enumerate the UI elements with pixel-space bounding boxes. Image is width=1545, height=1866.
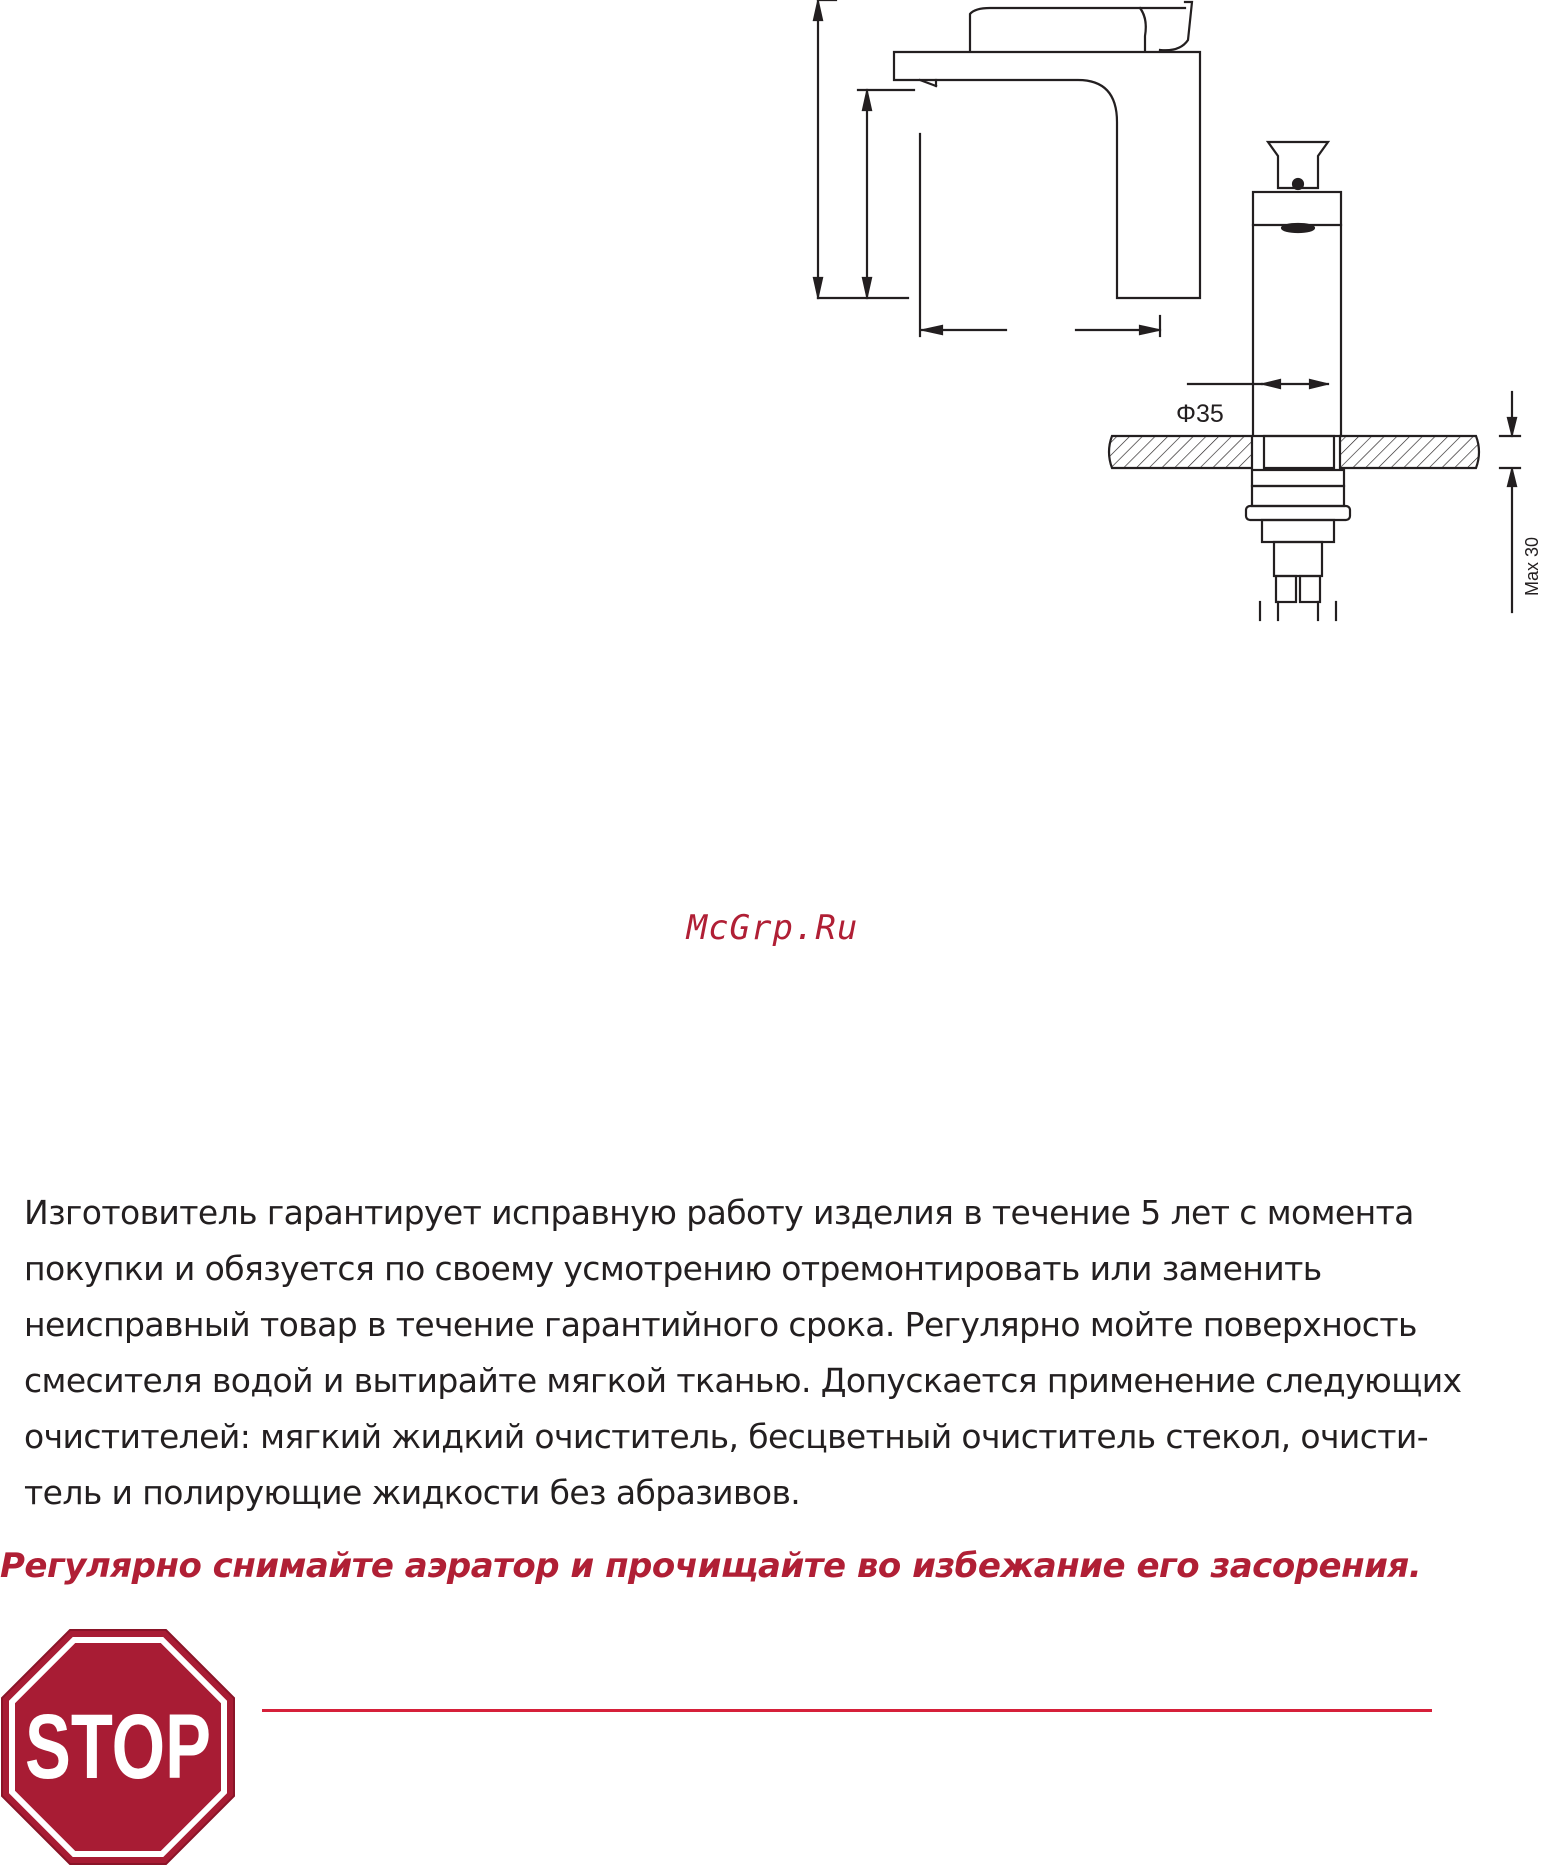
- warranty-line: Изготовитель гарантирует исправную работу изделия в течение 5 лет с момента: [24, 1193, 1414, 1232]
- diameter-label: Φ35: [1176, 400, 1224, 428]
- aerator-warning: Регулярно снимайте аэратор и прочищайте во избежание его засорения.: [0, 1546, 1422, 1586]
- stop-sign-icon: [0, 1628, 236, 1866]
- stop-sign-text: STOP: [25, 1696, 211, 1798]
- height-dimension-lines: [814, 0, 914, 298]
- countertop-section: [1109, 436, 1479, 620]
- faucet-technical-drawing: [0, 0, 1545, 640]
- warranty-line: смесителя водой и вытирайте мягкой тканью. Допускается применение следующих: [24, 1361, 1462, 1400]
- red-divider-line: [262, 1709, 1432, 1712]
- max-thickness-label: Max 30: [1522, 536, 1542, 596]
- reach-dimension-line: [922, 326, 1160, 334]
- warranty-line: покупки и обязуется по своему усмотрению отремонтировать или заменить: [24, 1249, 1322, 1288]
- warranty-text: [24, 1185, 1499, 1521]
- warranty-line: неисправный товар в течение гарантийного срока. Регулярно мойте поверхность: [24, 1305, 1417, 1344]
- max-thickness-dimension: [1500, 392, 1520, 612]
- warranty-line: очистителей: мягкий жидкий очиститель, бесцветный очиститель стекол, очисти-: [24, 1417, 1429, 1456]
- warranty-line: тель и полирующие жидкости без абразивов.: [24, 1473, 801, 1512]
- faucet-side-view: [894, 2, 1200, 336]
- faucet-front-view: [1188, 142, 1341, 436]
- watermark: McGrp.Ru: [686, 908, 859, 948]
